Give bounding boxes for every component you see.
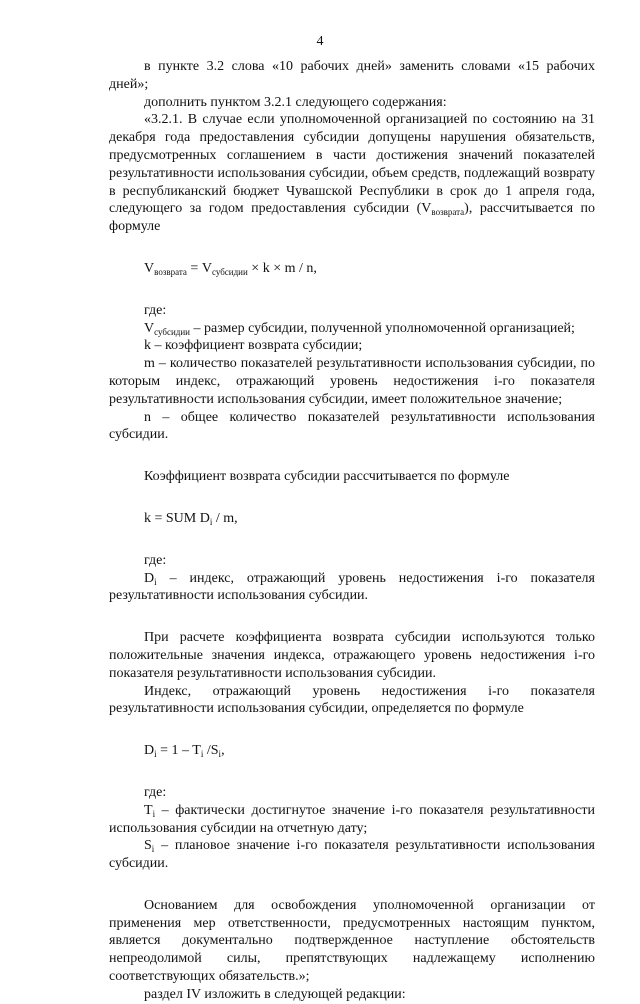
definition-s: $S_i$ – плановое значение i-го показателя результативности использования субсидии.: [109, 838, 595, 872]
subscript: возврата: [431, 207, 465, 218]
paragraph-3-2-1-text: «3.2.1. В случае если уполномоченной организацией по состоянию на 31 декабря года предоставления субсидии допущены нарушения обязательств, предусмотренных соглашением в части достижения значений показателей результативности использования субсидии, объем средств, подлежащий возврату в республиканский бюджет Чувашской Республики в срок до 1 апреля года, следующего за годом предоставления субсидии (V: [109, 112, 595, 217]
subscript: i: [154, 749, 157, 760]
subscript: i: [200, 749, 204, 760]
paragraph-force-majeure: Основанием для освобождения уполномоченной организации от применения мер ответственности, предусмотренных настоящим пунктом, является документально подтвержденное наступление обстоятельств непреодолимой силы, препятствующих надлежащему исполнению соответствующих обязательств.»;: [109, 897, 595, 985]
subscript: i: [218, 749, 222, 760]
document-body: [109, 58, 595, 1004]
formula-coefficient: k = SUM $D_i$ / m,: [144, 510, 238, 527]
paragraph-positive-values: При расчете коэффициента возврата субсидии используются только положительные значения индекса, отражающего уровень недостижения i-го показателя результативности использования субсидии.: [109, 630, 595, 681]
formula-index: $D_i = 1 - T_i$ $/S_i$,: [144, 743, 225, 760]
definition-d: $D_i$ – индекс, отражающий уровень недостижения i-го показателя результативности использования субсидии.: [109, 570, 595, 604]
paragraph-index-formula: Индекс, отражающий уровень недостижения i-го показателя результативности использования субсидии, определяется по формуле: [109, 683, 595, 717]
page-number: 4: [316, 34, 324, 49]
definition-t: $T_i$ – фактически достигнутое значение i-го показателя результативности использования субсидии на отчетную дату;: [109, 802, 595, 836]
formula-return-volume: $V_{возврата} = V_{субсидии} \times k \times m / n$,: [144, 260, 317, 277]
where-label: где:: [144, 784, 167, 800]
where-label: где:: [144, 302, 167, 318]
subscript: субсидии: [211, 266, 248, 277]
definition-k: k – коэффициент возврата субсидии;: [144, 338, 363, 354]
paragraph-add-3-2-1: дополнить пунктом 3.2.1 следующего содержания:: [144, 94, 447, 110]
paragraph-3-2-1-tail: ), рассчитывается по формуле: [109, 201, 596, 235]
subscript: i: [154, 576, 157, 587]
definition-v-subsidy: $V_{субсидии}$ – размер субсидии, полученной уполномоченной организацией;: [144, 320, 575, 337]
paragraph-coefficient: Коэффициент возврата субсидии рассчитывается по формуле: [144, 469, 510, 485]
definition-n: n – общее количество показателей результативности использования субсидии.: [109, 409, 595, 443]
paragraph-section-iv: раздел IV изложить в следующей редакции:: [144, 986, 406, 1002]
subscript: возврата: [154, 266, 187, 277]
subscript: i: [209, 516, 213, 527]
where-label: где:: [144, 552, 167, 568]
subscript: субсидии: [154, 326, 190, 337]
subscript: i: [151, 844, 155, 855]
subscript: i: [152, 808, 156, 819]
definition-m: m – количество показателей результативности использования субсидии, по которым индекс, отражающий уровень недостижения i-го показателя результативности использования субсидии, имеет положительное значение;: [109, 356, 595, 407]
paragraph-amend-3-2: в пункте 3.2 слова «10 рабочих дней» заменить словами «15 рабочих дней»;: [109, 59, 595, 92]
paragraph-3-2-1: [109, 111, 595, 236]
